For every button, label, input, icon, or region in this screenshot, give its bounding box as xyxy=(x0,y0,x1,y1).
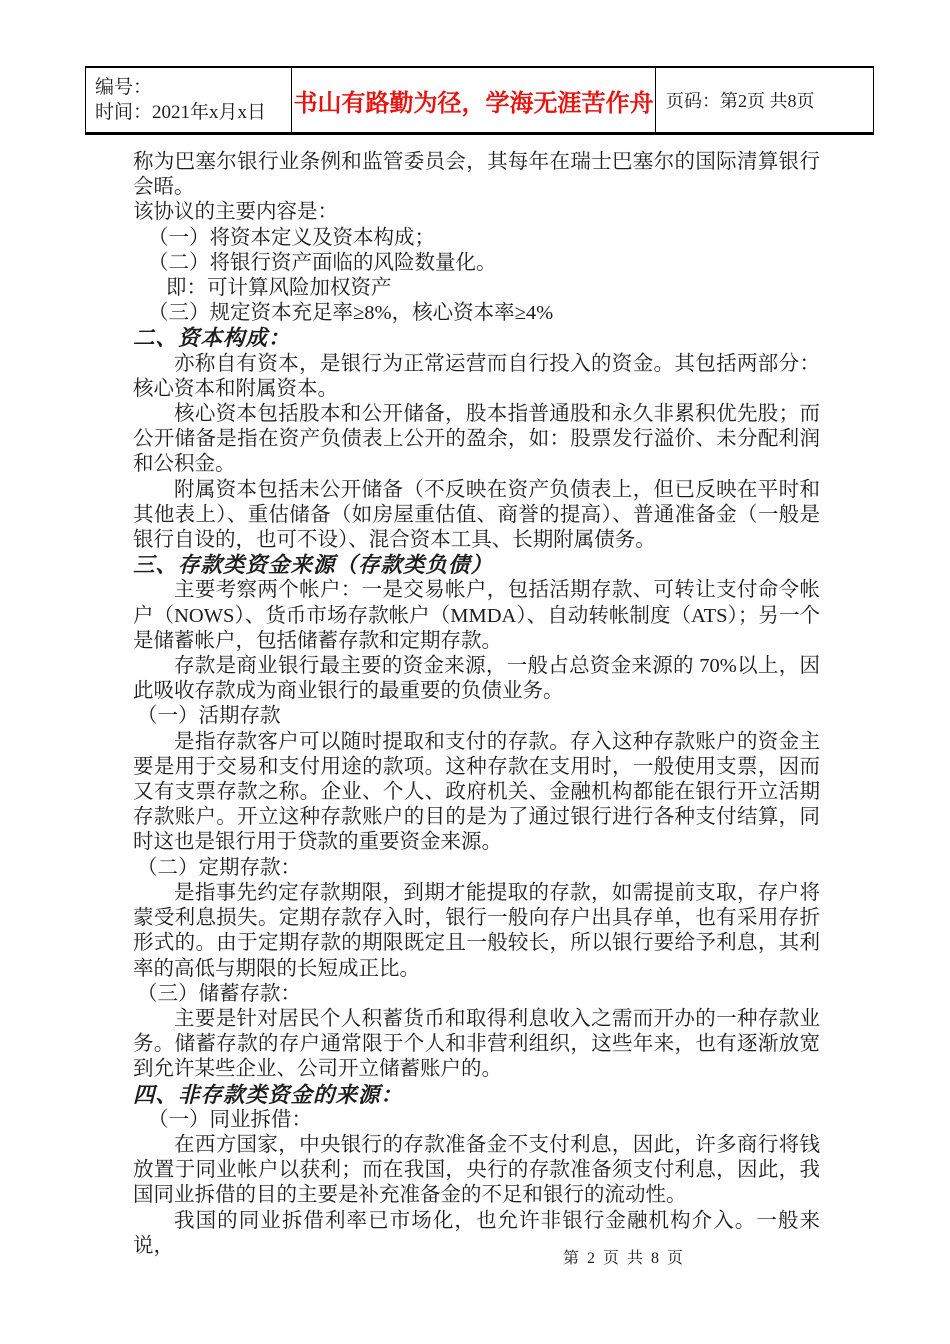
header-table xyxy=(85,66,874,135)
sub-heading: （一）同业拆借： xyxy=(148,1108,312,1131)
header-cell-page xyxy=(656,67,874,134)
paragraph: 亦称自有资本，是银行为正常运营而自行投入的资金。其包括两部分：核心资本和附属资本。 xyxy=(133,352,820,400)
page-indicator: 页码：第2页 共8页 xyxy=(666,91,815,111)
paragraph: 称为巴塞尔银行业条例和监管委员会，其每年在瑞士巴塞尔的国际清算银行会晤。 xyxy=(133,151,820,199)
paragraph: 是指存款客户可以随时提取和支付的存款。存入这种存款账户的资金主要是用于交易和支付用途的款项。这种存款在支用时，一般使用支票，因而又有支票存款之称。企业、个人、政府机关、金融机构都能在银行开立活期存款账户。开立这种存款账户的目的是为了通过银行进行各种支付结算，同时这也是银行用于贷款的重要资金来源。 xyxy=(133,730,820,854)
section-heading: 二、资本构成： xyxy=(133,326,291,351)
doc-number-label: 编号： xyxy=(95,77,153,98)
motto-text: 书山有路勤为径，学海无涯苦作舟 xyxy=(293,89,654,117)
list-item: （一）将资本定义及资本构成； xyxy=(148,226,435,249)
list-item: （三）规定资本充足率≥8%，核心资本率≥4% xyxy=(148,302,554,325)
document-body xyxy=(133,150,820,1259)
paragraph: 存款是商业银行最主要的资金来源，一般占总资金来源的 70%以上，因此吸收存款成为商业银行的最重要的负债业务。 xyxy=(133,655,820,703)
paragraph: 附属资本包括未公开储备（不反映在资产负债表上，但已反映在平时和其他表上）、重估储备（如房屋重估值、商誉的提高）、普通准备金（一般是银行自设的，也可不设）、混合资本工具、长期附属债务。 xyxy=(133,478,820,552)
paragraph: 主要考察两个帐户：一是交易帐户，包括活期存款、可转让支付命令帐户（NOWS）、货币市场存款帐户（MMDA）、自动转帐制度（ATS）；另一个是储蓄帐户，包括储蓄存款和定期存款。 xyxy=(133,579,820,652)
list-sub-item: 即：可计算风险加权资产 xyxy=(166,277,392,300)
paragraph: 核心资本包括股本和公开储备，股本指普通股和永久非累积优先股；而公开储备是指在资产负债表上公开的盈余，如：股票发行溢价、未分配利润和公积金。 xyxy=(133,403,820,476)
list-item: （二）将银行资产面临的风险数量化。 xyxy=(148,251,497,274)
section-heading: 四、非存款类资金的来源： xyxy=(133,1082,404,1107)
sub-heading: （一）活期存款 xyxy=(137,705,281,728)
doc-date-label: 时间：2021年x月x日 xyxy=(95,102,267,123)
sub-heading: （二）定期存款： xyxy=(137,856,301,879)
paragraph: 在西方国家，中央银行的存款准备金不支付利息，因此，许多商行将钱放置于同业帐户以获利；而在我国，央行的存款准备须支付利息，因此，我国同业拆借的目的主要是补充准备金的不足和银行的流动性。 xyxy=(133,1133,820,1207)
paragraph: 主要是针对居民个人积蓄货币和取得利息收入之需而开办的一种存款业务。储蓄存款的存户通常限于个人和非营利组织，这些年来，也有逐渐放宽到允许某些企业、公司开立储蓄账户的。 xyxy=(133,1007,820,1081)
footer-page-number: 第 2 页 共 8 页 xyxy=(563,1250,686,1267)
section-heading: 三、存款类资金来源（存款类负债） xyxy=(133,553,494,578)
paragraph: 是指事先约定存款期限，到期才能提取的存款，如需提前支取，存户将蒙受利息损失。定期存款存入时，银行一般向存户出具存单，也有采用存折形式的。由于定期存款的期限既定且一般较长，所以银行要给予利息，其利率的高低与期限的长短成正比。 xyxy=(133,881,820,980)
header-cell-meta xyxy=(86,67,292,134)
sub-heading: （三）储蓄存款： xyxy=(137,982,301,1005)
header-cell-motto xyxy=(292,67,656,134)
paragraph: 该协议的主要内容是： xyxy=(133,201,338,224)
paragraph: 我国的同业拆借利率已市场化，也允许非银行金融机构介入。一般来说， xyxy=(133,1209,820,1257)
